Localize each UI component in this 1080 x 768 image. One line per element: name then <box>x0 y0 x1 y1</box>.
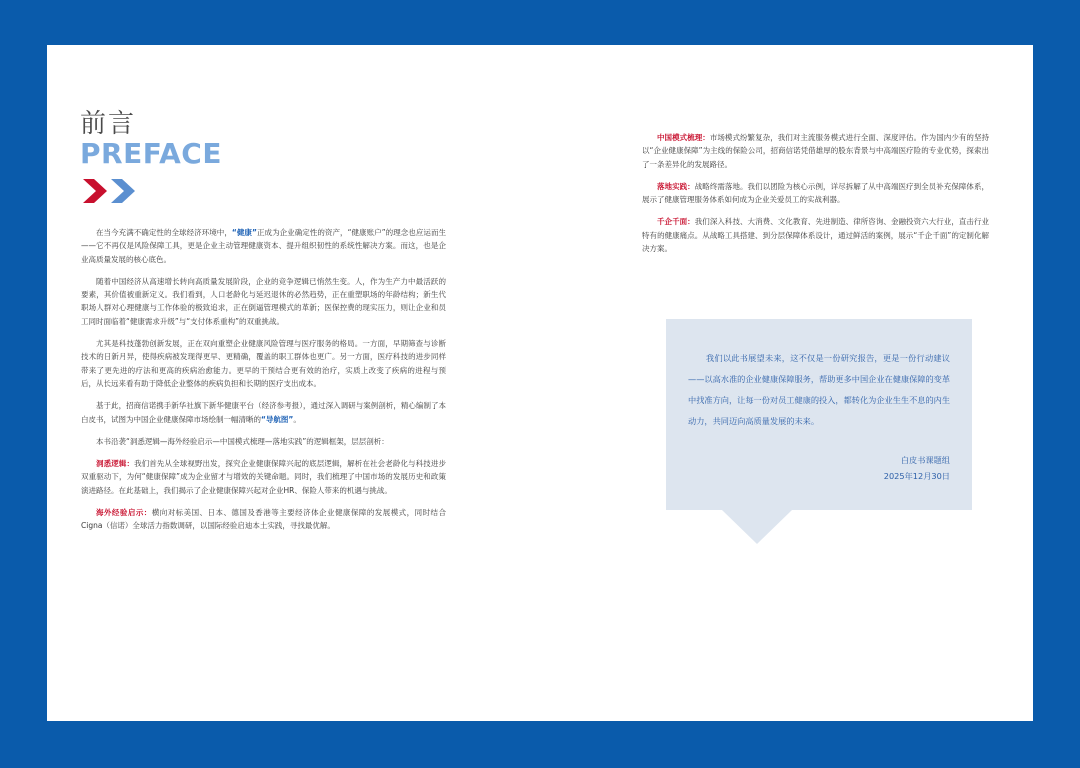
paragraph-china-model: 中国模式梳理：市场模式纷繁复杂，我们对主流服务模式进行全面、深度评估。作为国内少有的坚持以“企业健康保障”为主线的保险公司，招商信诺凭借雄厚的股东背景与中高端医疗险的专业优势，探索出了一条差异化的发展路径。 <box>642 133 990 169</box>
keyword-thousand-firms: 千企千面： <box>657 217 695 227</box>
paragraph-practice: 落地实践：战略终需落地。我们以团险为核心示例，详尽拆解了从中高端医疗到全员补充保障体系，展示了健康管理服务体系如何成为企业关爱员工的实战利器。 <box>642 181 989 205</box>
paragraph-insight-logic: 洞悉逻辑：我们首先从全球视野出发，探究企业健康保障兴起的底层逻辑，解析在社会老龄化与科技进步双重驱动下，为何“健康保障”成为企业留才与增效的关键命题。同时，我们梳理了中国市场的发展历史和政策演进路径。在此基础上，我们揭示了企业健康保障兴起对企业HR、保险人带来的机遇与挑战。 <box>81 459 447 495</box>
paragraph-intro: 在当今充满不确定性的全球经济环境中，“健康”正成为企业确定性的资产，“健康账户”的理念也应运而生——它不再仅是风险保障工具，更是企业主动管理健康资本、提升组织韧性的系统性解决方案。而这，也是企业高质量发展的核心底色。 <box>81 228 446 264</box>
keyword-practice: 落地实践： <box>657 181 695 191</box>
paragraph-thousand-firms: 千企千面：我们深入科技、大消费、文化教育、先进制造、律所咨询、金融投资六大行业，直击行业特有的健康痛点。从战略工具搭建、到分层保障体系设计，通过鲜活的案例，展示“千企千面”的定制化解决方案。 <box>642 217 989 254</box>
quote-date: 2025年12月30日 <box>883 471 950 481</box>
paragraph-overseas: 海外经验启示：横向对标美国、日本、德国及香港等主要经济体企业健康保障的发展模式，同时结合Cigna（信诺）全球活力指数调研，以国际经验启迪本土实践，寻找最优解。 <box>81 508 447 531</box>
quote-signature: 白皮书课题组 <box>900 455 950 465</box>
paragraph-whitepaper: 基于此，招商信诺携手新华社旗下新华健康平台（经济参考报），通过深入调研与案例剖析，精心编制了本白皮书，试图为中国企业健康保障市场绘制一幅清晰的“导航图”。 <box>81 401 446 424</box>
paragraph-framework: 本书沿袭“洞悉逻辑—海外经验启示—中国模式梳理—落地实践”的逻辑框架，层层剖析： <box>96 436 389 446</box>
document-page <box>47 45 1033 721</box>
left-column <box>81 226 446 542</box>
paragraph-economy: 随着中国经济从高速增长转向高质量发展阶段，企业的竞争逻辑已悄然生变。人，作为生产力中最活跃的要素，其价值被重新定义。我们看到，人口老龄化与延迟退休的必然趋势，正在重塑职场的年龄结构；新生代职场人群对心理健康与工作体验的极致追求，正在倒逼管理模式的革新；医保控费的现实压力，则让企业和员工同时面临着“健康需求升级”与“支付体系重构”的双重挑战。 <box>81 276 446 326</box>
page-title-cn: 前言 <box>80 109 137 139</box>
blue-chevron-icon <box>111 179 135 203</box>
paragraph-technology: 尤其是科技蓬勃创新发展，正在双向重塑企业健康风险管理与医疗服务的格局。一方面，早期筛查与诊断技术的日新月异，使得疾病被发现得更早、更精确，覆盖的职工群体也更广。另一方面，医疗科技的进步同样带来了更先进的疗法和更高的疾病治愈能力。更早的干预结合更有效的治疗，实质上改变了疾病的进程与预后，从长远来看有助于降低企业整体的疾病负担和长期的医疗支出成本。 <box>81 339 446 388</box>
keyword-health: “健康” <box>231 228 257 237</box>
right-column <box>642 131 989 264</box>
quote-text: 我们以此书展望未来，这不仅是一份研究报告，更是一份行动建议——以高水准的企业健康保障服务，帮助更多中国企业在健康保障的变革中找准方向，让每一份对员工健康的投入，都转化为企业生生不息的内生动力，共同迈向高质量发展的未来。 <box>688 353 951 426</box>
quote-signature-block <box>884 452 950 484</box>
keyword-overseas: 海外经验启示： <box>96 508 152 518</box>
keyword-insight-logic: 洞悉逻辑： <box>96 459 135 469</box>
page-title-en: PREFACE <box>80 137 222 170</box>
red-chevron-icon <box>83 179 107 203</box>
chevron-arrows-icon <box>81 176 141 206</box>
keyword-navigation-map: “导航图” <box>261 414 294 424</box>
quote-callout-tail <box>722 510 792 544</box>
keyword-china-model: 中国模式梳理： <box>657 133 710 142</box>
quote-callout <box>666 319 972 510</box>
